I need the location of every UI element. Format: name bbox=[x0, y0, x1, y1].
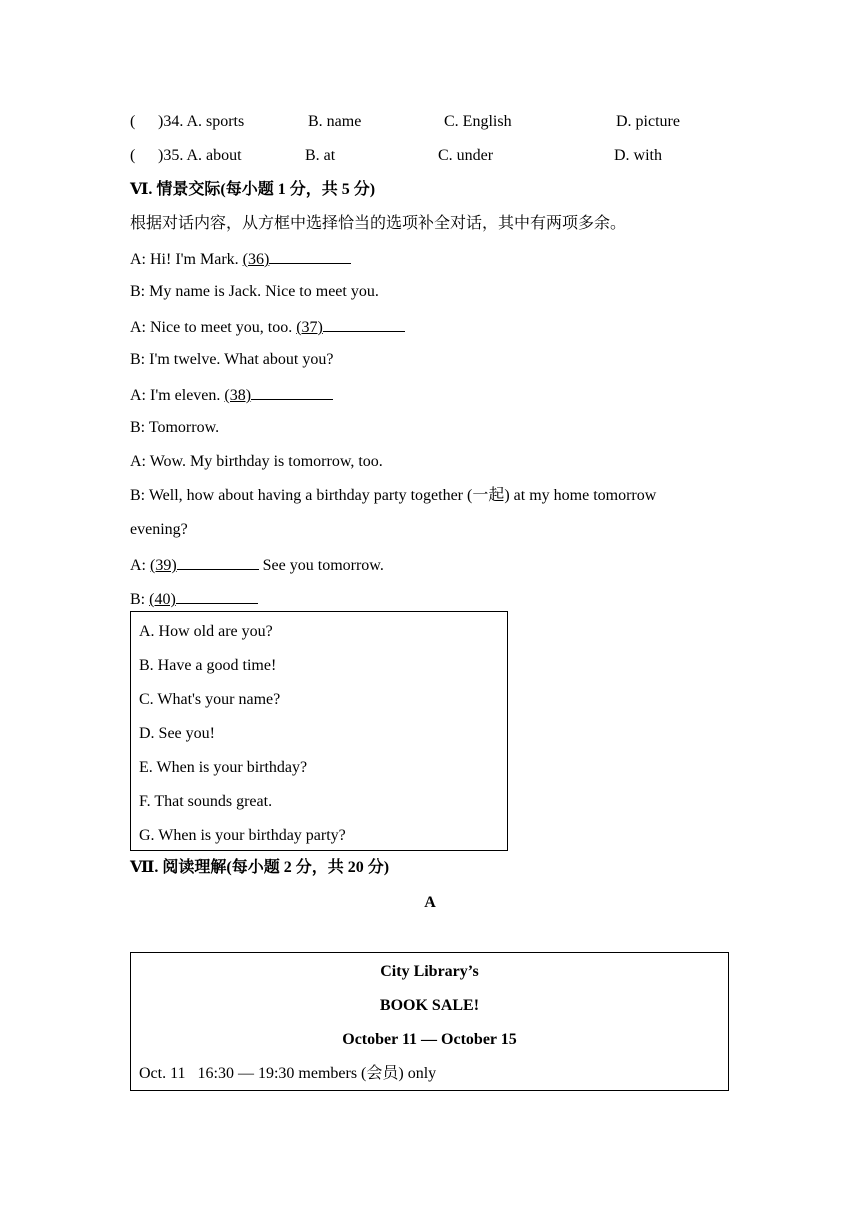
dialogue-line bbox=[130, 248, 351, 270]
blank-40[interactable]: (40) bbox=[149, 591, 258, 608]
dialogue-line bbox=[130, 316, 405, 338]
option-d: D. picture bbox=[616, 113, 680, 130]
blank-36[interactable]: (36) bbox=[243, 251, 352, 268]
dialogue-line bbox=[130, 384, 333, 406]
question-number-option-a: )34. A. sports bbox=[158, 113, 245, 130]
option-c: C. under bbox=[438, 147, 494, 164]
notice-detail: Oct. 11 16:30 — 19:30 members (会员) only bbox=[139, 1065, 437, 1082]
option-c: C. English bbox=[444, 113, 512, 130]
option-item: G. When is your birthday party? bbox=[139, 827, 346, 844]
dialogue-text: A: I'm eleven. bbox=[130, 387, 225, 404]
passage-label: A bbox=[424, 894, 436, 911]
dialogue-line bbox=[130, 554, 384, 576]
dialogue-line: evening? bbox=[130, 521, 188, 538]
dialogue-line: B: My name is Jack. Nice to meet you. bbox=[130, 283, 379, 300]
option-item: D. See you! bbox=[139, 725, 215, 742]
blank-38[interactable]: (38) bbox=[224, 387, 333, 404]
dialogue-line: B: Tomorrow. bbox=[130, 419, 220, 436]
blank-37[interactable]: (37) bbox=[296, 319, 405, 336]
notice-title: City Library’s bbox=[380, 963, 479, 980]
section-6-instruction: 根据对话内容，从方框中选择恰当的选项补全对话，其中有两项多余。 bbox=[130, 215, 627, 232]
answer-paren: ( bbox=[130, 113, 136, 130]
blank-39[interactable]: (39) bbox=[150, 557, 259, 574]
option-item: F. That sounds great. bbox=[139, 793, 273, 810]
notice-box bbox=[130, 952, 729, 1091]
dialogue-line: B: I'm twelve. What about you? bbox=[130, 351, 334, 368]
dialogue-line: A: Wow. My birthday is tomorrow, too. bbox=[130, 453, 383, 470]
section-6-heading: Ⅵ. 情景交际(每小题 1 分，共 5 分) bbox=[130, 181, 376, 198]
options-box bbox=[130, 611, 508, 851]
option-item: C. What's your name? bbox=[139, 691, 281, 708]
option-item: B. Have a good time! bbox=[139, 657, 277, 674]
option-b: B. at bbox=[305, 147, 336, 164]
notice-subtitle: BOOK SALE! bbox=[379, 997, 480, 1014]
option-b: B. name bbox=[308, 113, 362, 130]
option-item: E. When is your birthday? bbox=[139, 759, 308, 776]
notice-dates: October 11 — October 15 bbox=[342, 1031, 517, 1048]
dialogue-text: See you tomorrow. bbox=[258, 557, 384, 574]
question-number-option-a: )35. A. about bbox=[158, 147, 242, 164]
answer-paren: ( bbox=[130, 147, 136, 164]
dialogue-line bbox=[130, 588, 258, 610]
dialogue-text: A: Nice to meet you, too. bbox=[130, 319, 297, 336]
dialogue-text: B: bbox=[130, 591, 150, 608]
section-7-heading: Ⅶ. 阅读理解(每小题 2 分，共 20 分) bbox=[130, 859, 390, 876]
dialogue-text: A: bbox=[130, 557, 150, 574]
option-d: D. with bbox=[614, 147, 662, 164]
option-item: A. How old are you? bbox=[139, 623, 273, 640]
dialogue-text: A: Hi! I'm Mark. bbox=[130, 251, 243, 268]
dialogue-line: B: Well, how about having a birthday party together (一起) at my home tomorrow bbox=[130, 487, 657, 504]
